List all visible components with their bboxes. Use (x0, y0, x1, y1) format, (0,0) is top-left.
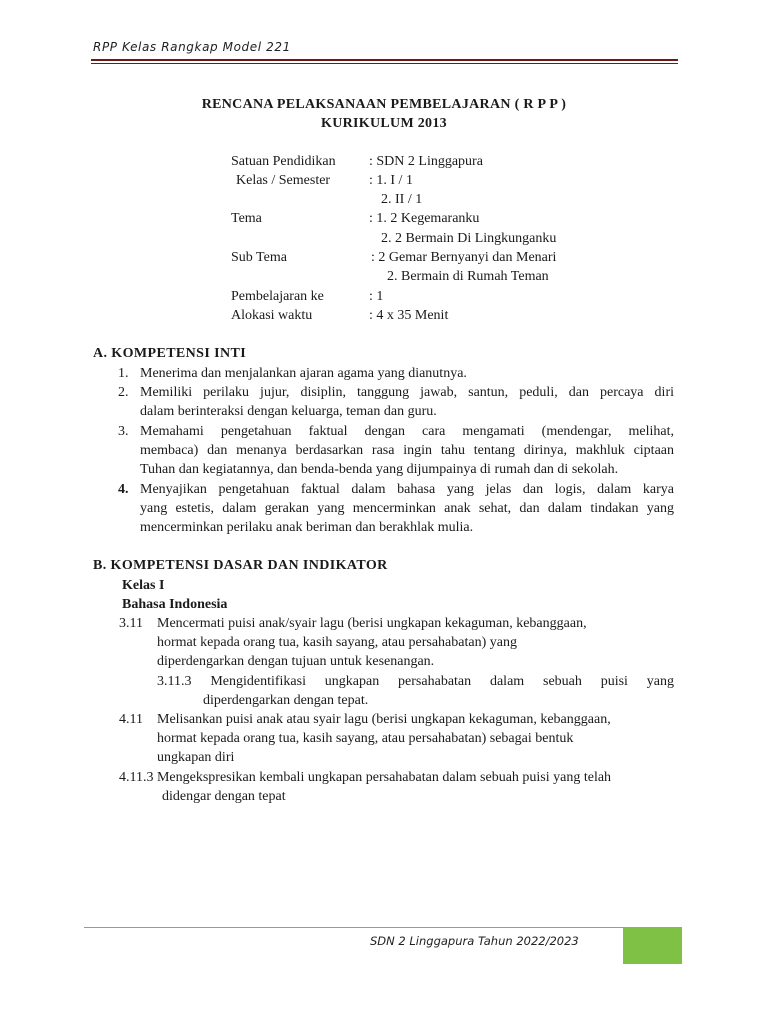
indicator-line: diperdengarkan dengan tepat. (203, 693, 369, 708)
pembelajaran-label: Pembelajaran ke (231, 289, 324, 304)
subtema-value-1: : 2 Gemar Bernyanyi dan Menari (371, 250, 557, 265)
kd-line: diperdengarkan dengan tujuan untuk kesenangan. (157, 654, 435, 669)
subject-heading: Bahasa Indonesia (122, 597, 228, 612)
kd-line: hormat kepada orang tua, kasih sayang, atau persahabatan) sebagai bentuk (157, 731, 574, 746)
footer-accent-box (623, 927, 682, 964)
kelas-value-2: 2. II / 1 (381, 192, 423, 207)
indicator-line: 3.11.3 Mengidentifikasi ungkapan persahabatan dalam sebuah puisi yang (157, 674, 674, 689)
subtema-value-2: 2. Bermain di Rumah Teman (387, 269, 549, 284)
tema-value-1: : 1. 2 Kegemaranku (369, 211, 480, 226)
section-b-heading: B. KOMPETENSI DASAR DAN INDIKATOR (93, 558, 388, 573)
kelas-label: Kelas / Semester (236, 173, 331, 188)
list-item-line: yang estetis, dalam gerakan yang mencerminkan anak sehat, dan dalam tindakan yang (140, 501, 674, 516)
list-item-line: membaca) dan menanya berdasarkan rasa ingin tahu tentang dirinya, makhluk ciptaan (140, 443, 674, 458)
tema-value-2: 2. 2 Bermain Di Lingkunganku (381, 231, 557, 246)
kelas-value-1: : 1. I / 1 (369, 173, 413, 188)
indicator-line: 4.11.3 Mengekspresikan kembali ungkapan persahabatan dalam sebuah puisi yang telah (119, 770, 612, 785)
kelas-heading: Kelas I (122, 578, 165, 593)
list-item-number: 3. (118, 424, 129, 439)
list-item-number: 4. (118, 482, 129, 497)
alokasi-label: Alokasi waktu (231, 308, 313, 323)
kd-number: 3.11 (119, 616, 143, 631)
list-item-line: mencerminkan perilaku anak beriman dan berakhlak mulia. (140, 520, 474, 535)
list-item-line: Memiliki perilaku jujur, disiplin, tanggung jawab, santun, peduli, dan percaya diri (140, 385, 674, 400)
kd-line: hormat kepada orang tua, kasih sayang, atau persahabatan) yang (157, 635, 517, 650)
list-item-number: 1. (118, 366, 129, 381)
kd-number: 4.11 (119, 712, 143, 727)
satuan-label: Satuan Pendidikan (231, 154, 336, 169)
page-title: RENCANA PELAKSANAAN PEMBELAJARAN ( R P P ) (201, 97, 567, 112)
tema-label: Tema (231, 211, 262, 226)
section-a-heading: A. KOMPETENSI INTI (93, 346, 247, 361)
indicator-line: didengar dengan tepat (162, 789, 286, 804)
list-item-number: 2. (118, 385, 129, 400)
document-header: RPP Kelas Rangkap Model 221 (93, 40, 291, 54)
page-subtitle: KURIKULUM 2013 (321, 116, 447, 131)
header-rule-thick (91, 59, 678, 61)
alokasi-value: : 4 x 35 Menit (369, 308, 449, 323)
footer-text: SDN 2 Linggapura Tahun 2022/2023 (370, 934, 579, 948)
kd-line: ungkapan diri (157, 750, 235, 765)
kd-line: Melisankan puisi anak atau syair lagu (berisi ungkapan kekaguman, kebanggaan, (157, 712, 611, 727)
header-rule-thin (91, 63, 678, 64)
footer-rule (84, 927, 626, 928)
list-item-line: dalam berinteraksi dengan keluarga, teman dan guru. (140, 404, 437, 419)
list-item-line: Memahami pengetahuan faktual dengan cara mengamati (mendengar, melihat, (140, 424, 674, 439)
subtema-label: Sub Tema (231, 250, 287, 265)
list-item-line: Menyajikan pengetahuan faktual dalam bahasa yang jelas dan logis, dalam karya (140, 482, 674, 497)
list-item-line: Menerima dan menjalankan ajaran agama yang dianutnya. (140, 366, 467, 381)
list-item-line: Tuhan dan kegiatannya, dan benda-benda yang dijumpainya di rumah dan di sekolah. (140, 462, 619, 477)
kd-line: Mencermati puisi anak/syair lagu (berisi ungkapan kekaguman, kebanggaan, (157, 616, 587, 631)
satuan-value: : SDN 2 Linggapura (369, 154, 483, 169)
pembelajaran-value: : 1 (369, 289, 384, 304)
